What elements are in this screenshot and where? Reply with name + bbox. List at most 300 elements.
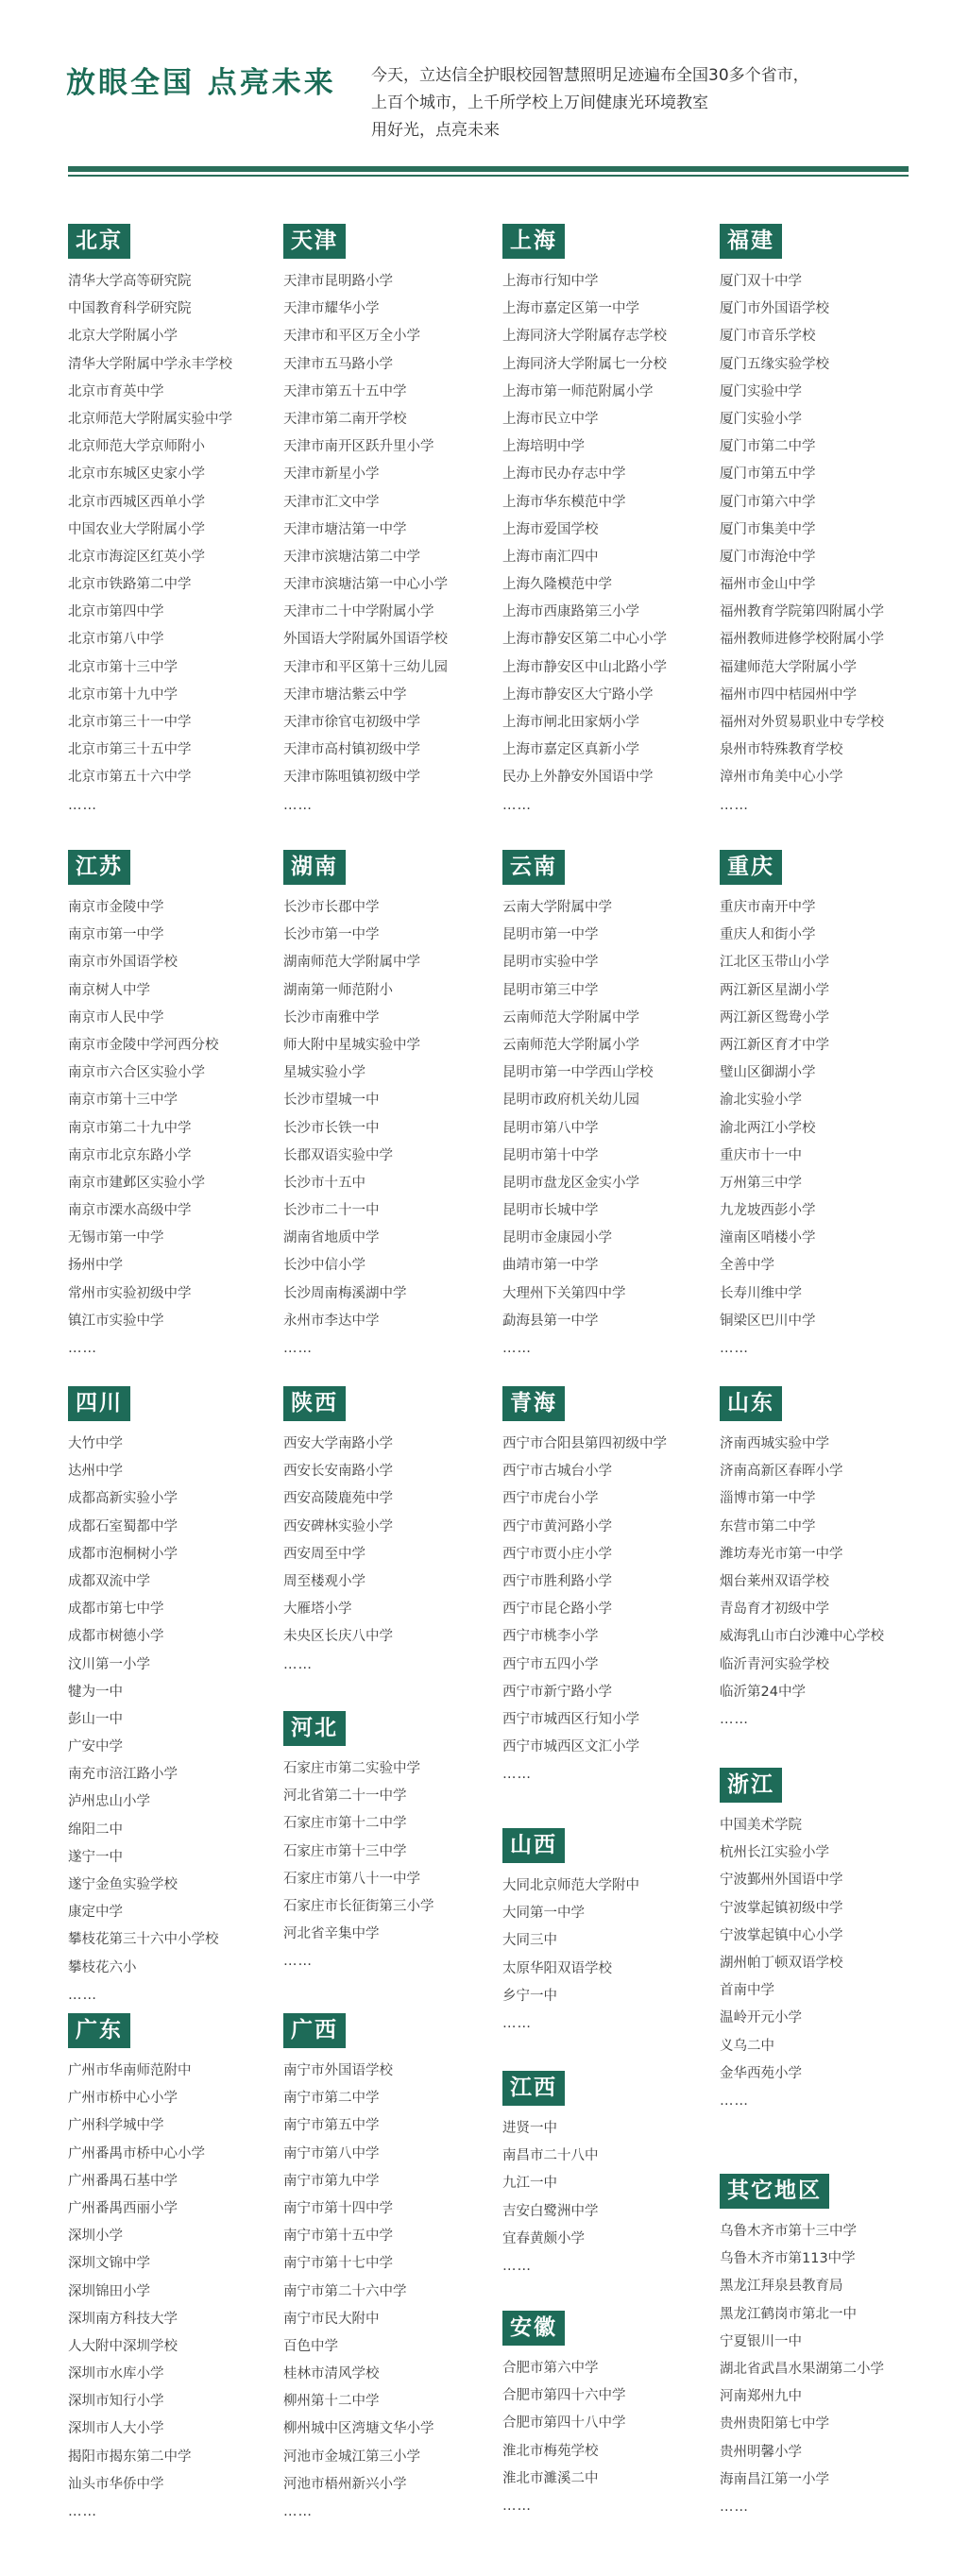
school-item: 泉州市特殊教育学校 bbox=[720, 742, 843, 758]
school-item: 北京市铁路第二中学 bbox=[68, 577, 192, 593]
school-item: 成都高新实验小学 bbox=[68, 1491, 178, 1507]
school-list bbox=[502, 2355, 715, 2520]
school-item: 璧山区御湖小学 bbox=[720, 1065, 816, 1081]
school-item: 汕头市华侨中学 bbox=[68, 2476, 164, 2492]
region-badge: 安徽 bbox=[502, 2311, 565, 2346]
school-item: 云南大学附属中学 bbox=[502, 900, 612, 915]
region-block bbox=[502, 1386, 715, 1788]
school-item: 长沙市第一中学 bbox=[283, 927, 380, 943]
school-item: 厦门市海沧中学 bbox=[720, 549, 816, 565]
school-item: 乡宁一中 bbox=[502, 1988, 557, 2004]
school-item: 柳州第十二中学 bbox=[283, 2394, 380, 2410]
school-item: 威海乳山市白沙滩中心学校 bbox=[720, 1629, 884, 1645]
school-list bbox=[720, 894, 932, 1363]
more-ellipsis: …… bbox=[502, 1341, 532, 1356]
school-item: 厦门市第五中学 bbox=[720, 466, 816, 483]
school-item: 清华大学附属中学永丰学校 bbox=[68, 356, 232, 372]
school-item: 江北区玉带山小学 bbox=[720, 955, 829, 971]
school-item: 重庆市南开中学 bbox=[720, 900, 816, 915]
more-ellipsis: …… bbox=[502, 2498, 532, 2514]
more-ellipsis: …… bbox=[283, 797, 313, 813]
more-ellipsis: …… bbox=[68, 1987, 97, 2003]
school-item: 遂宁一中 bbox=[68, 1849, 123, 1865]
school-item: 上海市行知中学 bbox=[502, 274, 599, 289]
school-item: 广州番禺西丽小学 bbox=[68, 2200, 178, 2216]
more-ellipsis: …… bbox=[68, 2504, 97, 2519]
school-item: 广州番禺石基中学 bbox=[68, 2173, 178, 2189]
school-item: 临沂青河实验学校 bbox=[720, 1656, 829, 1672]
region-badge: 广东 bbox=[68, 2013, 130, 2048]
region-badge: 其它地区 bbox=[720, 2174, 829, 2209]
school-list bbox=[283, 1755, 496, 1976]
school-item: 长沙周南梅溪湖中学 bbox=[283, 1285, 407, 1301]
school-item: 深圳小学 bbox=[68, 2229, 123, 2245]
more-ellipsis: …… bbox=[720, 2093, 749, 2109]
school-item: 长寿川维中学 bbox=[720, 1285, 802, 1301]
school-item: 云南师范大学附属中学 bbox=[502, 1009, 639, 1025]
school-item: 南京市六合区实验小学 bbox=[68, 1065, 205, 1081]
school-item: 潼南区哨楼小学 bbox=[720, 1230, 816, 1246]
school-item: 民办上外静安外国语中学 bbox=[502, 770, 654, 786]
more-ellipsis: …… bbox=[502, 2258, 532, 2274]
region-block bbox=[68, 2013, 280, 2526]
school-item: 西安高陵鹿苑中学 bbox=[283, 1491, 393, 1507]
school-item: 西安周至中学 bbox=[283, 1546, 366, 1562]
school-item: 上海市民办存志中学 bbox=[502, 466, 626, 483]
school-item: 福建师范大学附属小学 bbox=[720, 659, 857, 675]
school-item: 云南师范大学附属小学 bbox=[502, 1037, 639, 1053]
school-item: 上海市嘉定区真新小学 bbox=[502, 742, 639, 758]
school-item: 北京市第三十一中学 bbox=[68, 715, 192, 730]
region-block bbox=[502, 1828, 715, 2038]
school-item: 中国教育科学研究院 bbox=[68, 301, 192, 317]
school-item: 昆明市第一中学西山学校 bbox=[502, 1065, 654, 1081]
school-item: 桂林市清风学校 bbox=[283, 2366, 380, 2382]
region-badge: 上海 bbox=[502, 224, 565, 259]
more-ellipsis: …… bbox=[502, 797, 532, 813]
region-block bbox=[720, 224, 932, 820]
school-item: 西安大学南路小学 bbox=[283, 1436, 393, 1451]
school-item: 广州市华南师范附中 bbox=[68, 2063, 192, 2078]
school-item: 深圳锦田小学 bbox=[68, 2283, 150, 2299]
school-item: 上海培明中学 bbox=[502, 439, 585, 455]
school-item: 长沙市望城一中 bbox=[283, 1093, 380, 1109]
school-item: 天津市滨塘沽第一中心小学 bbox=[283, 577, 448, 593]
school-item: 彭山一中 bbox=[68, 1711, 123, 1727]
school-item: 湖州帕丁顿双语学校 bbox=[720, 1955, 843, 1971]
school-item: 广州市桥中心小学 bbox=[68, 2091, 178, 2107]
school-item: 大雁塔小学 bbox=[283, 1602, 352, 1618]
region-block bbox=[283, 1711, 496, 1976]
school-item: 进贤一中 bbox=[502, 2121, 557, 2136]
school-list bbox=[68, 2058, 280, 2526]
school-item: 湖南省地质中学 bbox=[283, 1230, 380, 1246]
school-item: 西宁市胜利路小学 bbox=[502, 1573, 612, 1589]
school-item: 西安长安南路小学 bbox=[283, 1464, 393, 1480]
school-item: 南宁市民大附中 bbox=[283, 2311, 380, 2327]
school-item: 南宁市第二中学 bbox=[283, 2091, 380, 2107]
school-item: 天津市耀华小学 bbox=[283, 301, 380, 317]
school-item: 临沂第24中学 bbox=[720, 1684, 806, 1700]
school-item: 淮北市濉溪二中 bbox=[502, 2470, 599, 2486]
school-item: 上海市西康路第三小学 bbox=[502, 604, 639, 620]
region-block bbox=[68, 1386, 280, 2009]
intro-line: 今天，立达信全护眼校园智慧照明足迹遍布全国30多个省市， bbox=[371, 66, 809, 85]
school-item: 长沙市十五中 bbox=[283, 1175, 366, 1191]
school-list bbox=[720, 268, 932, 820]
school-item: 上海市静安区大宁路小学 bbox=[502, 686, 654, 703]
school-item: 天津市五马路小学 bbox=[283, 356, 393, 372]
school-item: 昆明市第一中学 bbox=[502, 927, 599, 943]
school-list bbox=[283, 1431, 496, 1679]
school-item: 河北省辛集中学 bbox=[283, 1926, 380, 1942]
school-item: 天津市新星小学 bbox=[283, 466, 380, 483]
school-item: 西宁市城西区行知小学 bbox=[502, 1711, 639, 1727]
school-item: 厦门市第六中学 bbox=[720, 494, 816, 510]
more-ellipsis: …… bbox=[502, 2015, 532, 2031]
school-item: 天津市第二南开学校 bbox=[283, 411, 407, 427]
region-block bbox=[720, 1386, 932, 1734]
school-item: 北京市第四中学 bbox=[68, 604, 164, 620]
school-item: 西宁市古城台小学 bbox=[502, 1464, 612, 1480]
school-item: 南京市溧水高级中学 bbox=[68, 1203, 192, 1219]
school-item: 南京市第二十九中学 bbox=[68, 1120, 192, 1136]
region-badge: 山西 bbox=[502, 1828, 565, 1863]
school-item: 九龙坡西彭小学 bbox=[720, 1203, 816, 1219]
school-item: 西安碑林实验小学 bbox=[283, 1518, 393, 1534]
school-item: 南宁市第二十六中学 bbox=[283, 2283, 407, 2299]
school-item: 厦门五缘实验学校 bbox=[720, 356, 829, 372]
school-item: 南京市建邺区实验小学 bbox=[68, 1175, 205, 1191]
school-item: 长沙市南雅中学 bbox=[283, 1009, 380, 1025]
school-item: 宁夏银川一中 bbox=[720, 2333, 802, 2349]
header-divider-thin bbox=[68, 175, 909, 177]
school-item: 昆明市金康园小学 bbox=[502, 1230, 612, 1246]
school-item: 达州中学 bbox=[68, 1464, 123, 1480]
school-item: 河池市梧州新兴小学 bbox=[283, 2476, 407, 2492]
school-item: 天津市昆明路小学 bbox=[283, 274, 393, 289]
school-list bbox=[720, 1812, 932, 2115]
school-item: 铜梁区巴川中学 bbox=[720, 1313, 816, 1329]
school-item: 两江新区鸳鸯小学 bbox=[720, 1009, 829, 1025]
school-item: 烟台莱州双语学校 bbox=[720, 1573, 829, 1589]
school-item: 南充市涪江路小学 bbox=[68, 1767, 178, 1783]
school-item: 石家庄市长征街第三小学 bbox=[283, 1898, 434, 1914]
intro-text bbox=[371, 62, 938, 144]
school-list bbox=[502, 894, 715, 1363]
school-item: 广州科学城中学 bbox=[68, 2118, 164, 2134]
school-item: 石家庄市第十二中学 bbox=[283, 1816, 407, 1832]
region-block bbox=[502, 2071, 715, 2280]
school-item: 南京市第十三中学 bbox=[68, 1093, 178, 1109]
school-item: 福州教育学院第四附属小学 bbox=[720, 604, 884, 620]
school-item: 湖南师范大学附属中学 bbox=[283, 955, 420, 971]
school-item: 师大附中星城实验中学 bbox=[283, 1037, 420, 1053]
more-ellipsis: …… bbox=[283, 1656, 313, 1672]
school-item: 厦门实验小学 bbox=[720, 411, 802, 427]
school-item: 南宁市第十七中学 bbox=[283, 2256, 393, 2272]
school-item: 东营市第二中学 bbox=[720, 1518, 816, 1534]
school-item: 南京市金陵中学 bbox=[68, 900, 164, 915]
school-item: 青岛育才初级中学 bbox=[720, 1602, 829, 1618]
region-block bbox=[720, 850, 932, 1363]
region-block bbox=[502, 850, 715, 1363]
region-block bbox=[283, 850, 496, 1363]
school-item: 湖南第一师范附小 bbox=[283, 982, 393, 998]
school-item: 遂宁金鱼实验学校 bbox=[68, 1877, 178, 1892]
school-item: 北京市第五十六中学 bbox=[68, 770, 192, 786]
school-item: 南宁市第十四中学 bbox=[283, 2200, 393, 2216]
school-item: 成都市树德小学 bbox=[68, 1629, 164, 1645]
school-item: 大同北京师范大学附中 bbox=[502, 1878, 639, 1893]
school-item: 深圳市知行小学 bbox=[68, 2394, 164, 2410]
school-list bbox=[502, 2115, 715, 2280]
school-item: 乌鲁木齐市第113中学 bbox=[720, 2251, 856, 2267]
school-item: 南京市外国语学校 bbox=[68, 955, 178, 971]
school-item: 吉安白鹭洲中学 bbox=[502, 2203, 599, 2219]
school-item: 贵州贵阳第七中学 bbox=[720, 2416, 829, 2432]
region-block bbox=[720, 1768, 932, 2115]
school-item: 金华西苑小学 bbox=[720, 2065, 802, 2081]
school-item: 广安中学 bbox=[68, 1739, 123, 1755]
region-block bbox=[720, 2174, 932, 2521]
school-item: 两江新区星湖小学 bbox=[720, 982, 829, 998]
school-item: 天津市和平区第十三幼儿园 bbox=[283, 659, 448, 675]
school-item: 北京市第十九中学 bbox=[68, 686, 178, 703]
more-ellipsis: …… bbox=[283, 2504, 313, 2519]
school-item: 石家庄市第二实验中学 bbox=[283, 1761, 420, 1776]
school-item: 昆明市长城中学 bbox=[502, 1203, 599, 1219]
school-item: 潍坊寿光市第一中学 bbox=[720, 1546, 843, 1562]
school-item: 成都石室蜀都中学 bbox=[68, 1518, 178, 1534]
school-item: 南京市人民中学 bbox=[68, 1009, 164, 1025]
school-item: 大理州下关第四中学 bbox=[502, 1285, 626, 1301]
school-item: 宁波掌起镇中心小学 bbox=[720, 1927, 843, 1943]
school-item: 上海同济大学附属七一分校 bbox=[502, 356, 667, 372]
region-block bbox=[68, 224, 280, 820]
school-item: 北京市海淀区红英小学 bbox=[68, 549, 205, 565]
school-item: 两江新区育才中学 bbox=[720, 1037, 829, 1053]
school-item: 外国语大学附属外国语学校 bbox=[283, 632, 448, 648]
school-item: 石家庄市第八十一中学 bbox=[283, 1871, 420, 1887]
school-item: 义乌二中 bbox=[720, 2038, 774, 2054]
school-item: 福州市金山中学 bbox=[720, 577, 816, 593]
school-item: 南京市金陵中学河西分校 bbox=[68, 1037, 219, 1053]
school-item: 宁波掌起镇初级中学 bbox=[720, 1900, 843, 1916]
school-item: 厦门市音乐学校 bbox=[720, 329, 816, 345]
school-list bbox=[502, 268, 715, 820]
region-block bbox=[502, 2311, 715, 2520]
more-ellipsis: …… bbox=[283, 1954, 313, 1970]
school-item: 昆明市盘龙区金实小学 bbox=[502, 1175, 639, 1191]
school-item: 上海久隆模范中学 bbox=[502, 577, 612, 593]
more-ellipsis: …… bbox=[720, 1711, 749, 1727]
region-badge: 浙江 bbox=[720, 1768, 782, 1803]
school-item: 长沙市二十一中 bbox=[283, 1203, 380, 1219]
region-badge: 云南 bbox=[502, 850, 565, 885]
school-item: 西宁市虎台小学 bbox=[502, 1491, 599, 1507]
school-item: 天津市高村镇初级中学 bbox=[283, 742, 420, 758]
school-list bbox=[68, 1431, 280, 2009]
school-item: 上海市静安区中山北路小学 bbox=[502, 659, 667, 675]
school-item: 南宁市第八中学 bbox=[283, 2145, 380, 2161]
school-item: 厦门实验中学 bbox=[720, 383, 802, 399]
school-item: 湖北省武昌水果湖第二小学 bbox=[720, 2361, 884, 2377]
school-item: 柳州城中区湾塘文华小学 bbox=[283, 2421, 434, 2437]
school-item: 西宁市五四小学 bbox=[502, 1656, 599, 1672]
school-item: 天津市陈咀镇初级中学 bbox=[283, 770, 420, 786]
school-item: 贵州明馨小学 bbox=[720, 2444, 802, 2460]
school-item: 南京市第一中学 bbox=[68, 927, 164, 943]
school-item: 上海市爱国学校 bbox=[502, 521, 599, 537]
school-item: 大同三中 bbox=[502, 1933, 557, 1949]
school-item: 北京市西城区西单小学 bbox=[68, 494, 205, 510]
more-ellipsis: …… bbox=[720, 1341, 749, 1356]
school-item: 中国美术学院 bbox=[720, 1818, 802, 1833]
region-badge: 四川 bbox=[68, 1386, 130, 1421]
school-item: 北京大学附属小学 bbox=[68, 329, 178, 345]
school-list bbox=[720, 1431, 932, 1734]
school-item: 南宁市第十五中学 bbox=[283, 2229, 393, 2245]
region-badge: 北京 bbox=[68, 224, 130, 259]
region-badge: 湖南 bbox=[283, 850, 346, 885]
more-ellipsis: …… bbox=[68, 1341, 97, 1356]
school-item: 成都双流中学 bbox=[68, 1573, 150, 1589]
school-item: 厦门市集美中学 bbox=[720, 521, 816, 537]
school-item: 宁波鄞州外国语中学 bbox=[720, 1873, 843, 1889]
school-item: 星城实验小学 bbox=[283, 1065, 366, 1081]
school-item: 河南郑州九中 bbox=[720, 2389, 802, 2405]
school-item: 上海市华东模范中学 bbox=[502, 494, 626, 510]
school-item: 淄博市第一中学 bbox=[720, 1491, 816, 1507]
region-block bbox=[68, 850, 280, 1363]
school-item: 宜春黄颇小学 bbox=[502, 2230, 585, 2246]
school-item: 济南高新区春晖小学 bbox=[720, 1464, 843, 1480]
school-item: 成都市第七中学 bbox=[68, 1602, 164, 1618]
school-item: 海南昌江第一小学 bbox=[720, 2471, 829, 2487]
page-title: 放眼全国 点亮未来 bbox=[66, 66, 336, 100]
school-item: 西宁市合阳县第四初级中学 bbox=[502, 1436, 667, 1451]
school-item: 西宁市城西区文汇小学 bbox=[502, 1739, 639, 1755]
school-item: 天津市徐官屯初级中学 bbox=[283, 715, 420, 730]
school-item: 重庆市十一中 bbox=[720, 1147, 802, 1163]
school-item: 永州市李达中学 bbox=[283, 1313, 380, 1329]
region-block bbox=[283, 2013, 496, 2526]
intro-line: 上百个城市，上千所学校上万间健康光环境教室 bbox=[371, 93, 708, 112]
school-item: 深圳南方科技大学 bbox=[68, 2311, 178, 2327]
school-item: 天津市滨塘沽第二中学 bbox=[283, 549, 420, 565]
school-item: 天津市塘沽第一中学 bbox=[283, 521, 407, 537]
region-badge: 重庆 bbox=[720, 850, 782, 885]
school-item: 上海市第一师范附属小学 bbox=[502, 383, 654, 399]
region-badge: 广西 bbox=[283, 2013, 346, 2048]
school-item: 福州市四中桔园州中学 bbox=[720, 686, 857, 703]
region-badge: 江西 bbox=[502, 2071, 565, 2106]
school-item: 合肥市第六中学 bbox=[502, 2361, 599, 2376]
school-item: 重庆人和街小学 bbox=[720, 927, 816, 943]
school-item: 乌鲁木齐市第十三中学 bbox=[720, 2224, 857, 2239]
more-ellipsis: …… bbox=[502, 1767, 532, 1783]
school-item: 南昌市二十八中 bbox=[502, 2148, 599, 2164]
school-item: 厦门双十中学 bbox=[720, 274, 802, 289]
school-item: 上海同济大学附属存志学校 bbox=[502, 329, 667, 345]
school-item: 厦门市第二中学 bbox=[720, 439, 816, 455]
school-item: 北京市育英中学 bbox=[68, 383, 164, 399]
school-item: 大同第一中学 bbox=[502, 1906, 585, 1922]
header-divider bbox=[68, 166, 909, 172]
school-item: 勐海县第一中学 bbox=[502, 1313, 599, 1329]
school-item: 天津市第五十五中学 bbox=[283, 383, 407, 399]
school-list bbox=[68, 268, 280, 820]
school-item: 揭阳市揭东第二中学 bbox=[68, 2449, 192, 2465]
school-item: 上海市民立中学 bbox=[502, 411, 599, 427]
school-item: 泸州忠山小学 bbox=[68, 1794, 150, 1810]
school-item: 温岭开元小学 bbox=[720, 2010, 802, 2026]
school-item: 百色中学 bbox=[283, 2338, 338, 2354]
school-item: 天津市二十中学附属小学 bbox=[283, 604, 434, 620]
school-item: 昆明市第八中学 bbox=[502, 1120, 599, 1136]
school-item: 杭州长江实验小学 bbox=[720, 1845, 829, 1861]
school-item: 上海市静安区第二中心小学 bbox=[502, 632, 667, 648]
school-list bbox=[502, 1873, 715, 2038]
school-item: 大竹中学 bbox=[68, 1436, 123, 1451]
school-item: 黑龙江鹤岗市第北一中 bbox=[720, 2306, 857, 2322]
region-badge: 天津 bbox=[283, 224, 346, 259]
school-item: 河北省第二十一中学 bbox=[283, 1788, 407, 1805]
school-item: 西宁市黄河路小学 bbox=[502, 1518, 612, 1534]
school-item: 长郡双语实验中学 bbox=[283, 1147, 393, 1163]
school-item: 北京市第八中学 bbox=[68, 632, 164, 648]
school-item: 福州教师进修学校附属小学 bbox=[720, 632, 884, 648]
school-item: 全善中学 bbox=[720, 1258, 774, 1274]
region-block bbox=[283, 1386, 496, 1679]
school-item: 西宁市桃李小学 bbox=[502, 1629, 599, 1645]
school-item: 深圳文锦中学 bbox=[68, 2256, 150, 2272]
school-item: 曲靖市第一中学 bbox=[502, 1258, 599, 1274]
more-ellipsis: …… bbox=[68, 797, 97, 813]
school-item: 福州对外贸易职业中专学校 bbox=[720, 715, 884, 730]
more-ellipsis: …… bbox=[720, 797, 749, 813]
school-item: 石家庄市第十三中学 bbox=[283, 1843, 407, 1859]
intro-line: 用好光，点亮未来 bbox=[371, 121, 500, 140]
region-block bbox=[502, 224, 715, 820]
region-badge: 江苏 bbox=[68, 850, 130, 885]
region-badge: 青海 bbox=[502, 1386, 565, 1421]
school-item: 天津市汇文中学 bbox=[283, 494, 380, 510]
school-item: 天津市塘沽紫云中学 bbox=[283, 686, 407, 703]
school-item: 成都市泡桐树小学 bbox=[68, 1546, 178, 1562]
school-item: 北京师范大学附属实验中学 bbox=[68, 411, 232, 427]
school-item: 北京市东城区史家小学 bbox=[68, 466, 205, 483]
school-item: 周至楼观小学 bbox=[283, 1573, 366, 1589]
school-list bbox=[68, 894, 280, 1363]
more-ellipsis: …… bbox=[283, 1341, 313, 1356]
school-item: 深圳市人大小学 bbox=[68, 2421, 164, 2437]
school-item: 北京市第三十五中学 bbox=[68, 742, 192, 758]
school-item: 昆明市第十中学 bbox=[502, 1147, 599, 1163]
school-item: 合肥市第四十八中学 bbox=[502, 2415, 626, 2432]
school-item: 北京市第十三中学 bbox=[68, 659, 178, 675]
school-item: 汶川第一小学 bbox=[68, 1656, 150, 1672]
school-item: 天津市南开区跃升里小学 bbox=[283, 439, 434, 455]
more-ellipsis: …… bbox=[720, 2499, 749, 2515]
school-item: 漳州市角美中心小学 bbox=[720, 770, 843, 786]
school-item: 万州第三中学 bbox=[720, 1175, 802, 1191]
school-item: 合肥市第四十六中学 bbox=[502, 2388, 626, 2404]
school-item: 北京师范大学京师附小 bbox=[68, 439, 205, 455]
school-item: 扬州中学 bbox=[68, 1258, 123, 1274]
school-item: 人大附中深圳学校 bbox=[68, 2338, 178, 2354]
